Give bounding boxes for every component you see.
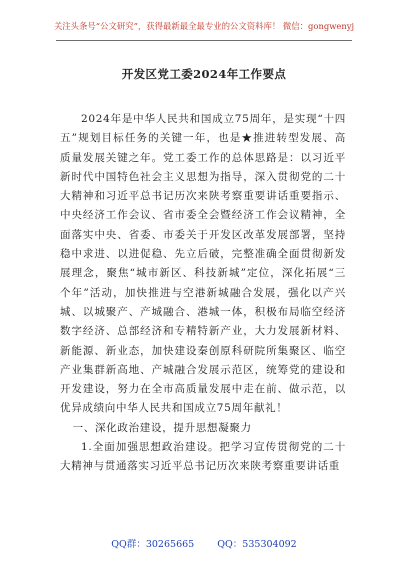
header-divider (56, 40, 352, 41)
document-body (60, 110, 346, 477)
top-banner (0, 20, 408, 32)
footer-qq-group: QQ群：30265665 (111, 539, 195, 550)
footer-qq: QQ：535304092 (217, 539, 297, 550)
section-heading: 一、深化政治建设，提升思想凝聚力 (72, 421, 252, 434)
banner-text: 关注头条号“公文研究”，获得最新最全最专业的公文资料库！ 微信：gongwenyj (53, 21, 355, 31)
document-title: 开发区党工委2024年工作要点 (121, 67, 287, 81)
intro-paragraph: 2024年是中华人民共和国成立75周年，是实现“十四五”规划目标任务的关键一年，也是★推进转型发展、高质量发展关键之年。党工委工作的总体思路是：以习近平新时代中国特色社会主义思想为指导，深入贯彻党的二十大精神和习近平总书记历次来陕考察重要讲话重要指示、中央经济工作会议、省市委全会暨经济工作会议精神，全面落实中央、省委、市委关于开发区改革发展部署，坚持稳中求进、以进促稳、先立后破，完整准确全面贯彻新发展理念，聚焦“城市新区、科技新城”定位，深化拓展“三个年”活动，加快推进与空港新城融合发展，强化以产兴城、以城聚产、产城融合、港城一体，积极布局临空经济数字经济、总部经济和专精特新产业，大力发展新材料、新能源、新业态，加快建设秦创原科研院所集聚区、临空产业集群新高地、产城融合发展示范区，统筹党的建设和开发建设，努力在全市高质量发展中走在前、做示范，以优异成绩向中华人民共和国成立75周年献礼！ (60, 113, 346, 415)
section-paragraph: 1.全面加强思想政治建设。把学习宣传贯彻党的二十大精神与贯通落实习近平总书记历次来陕考察重要讲话重 (60, 441, 346, 473)
footer-contact (0, 538, 408, 552)
